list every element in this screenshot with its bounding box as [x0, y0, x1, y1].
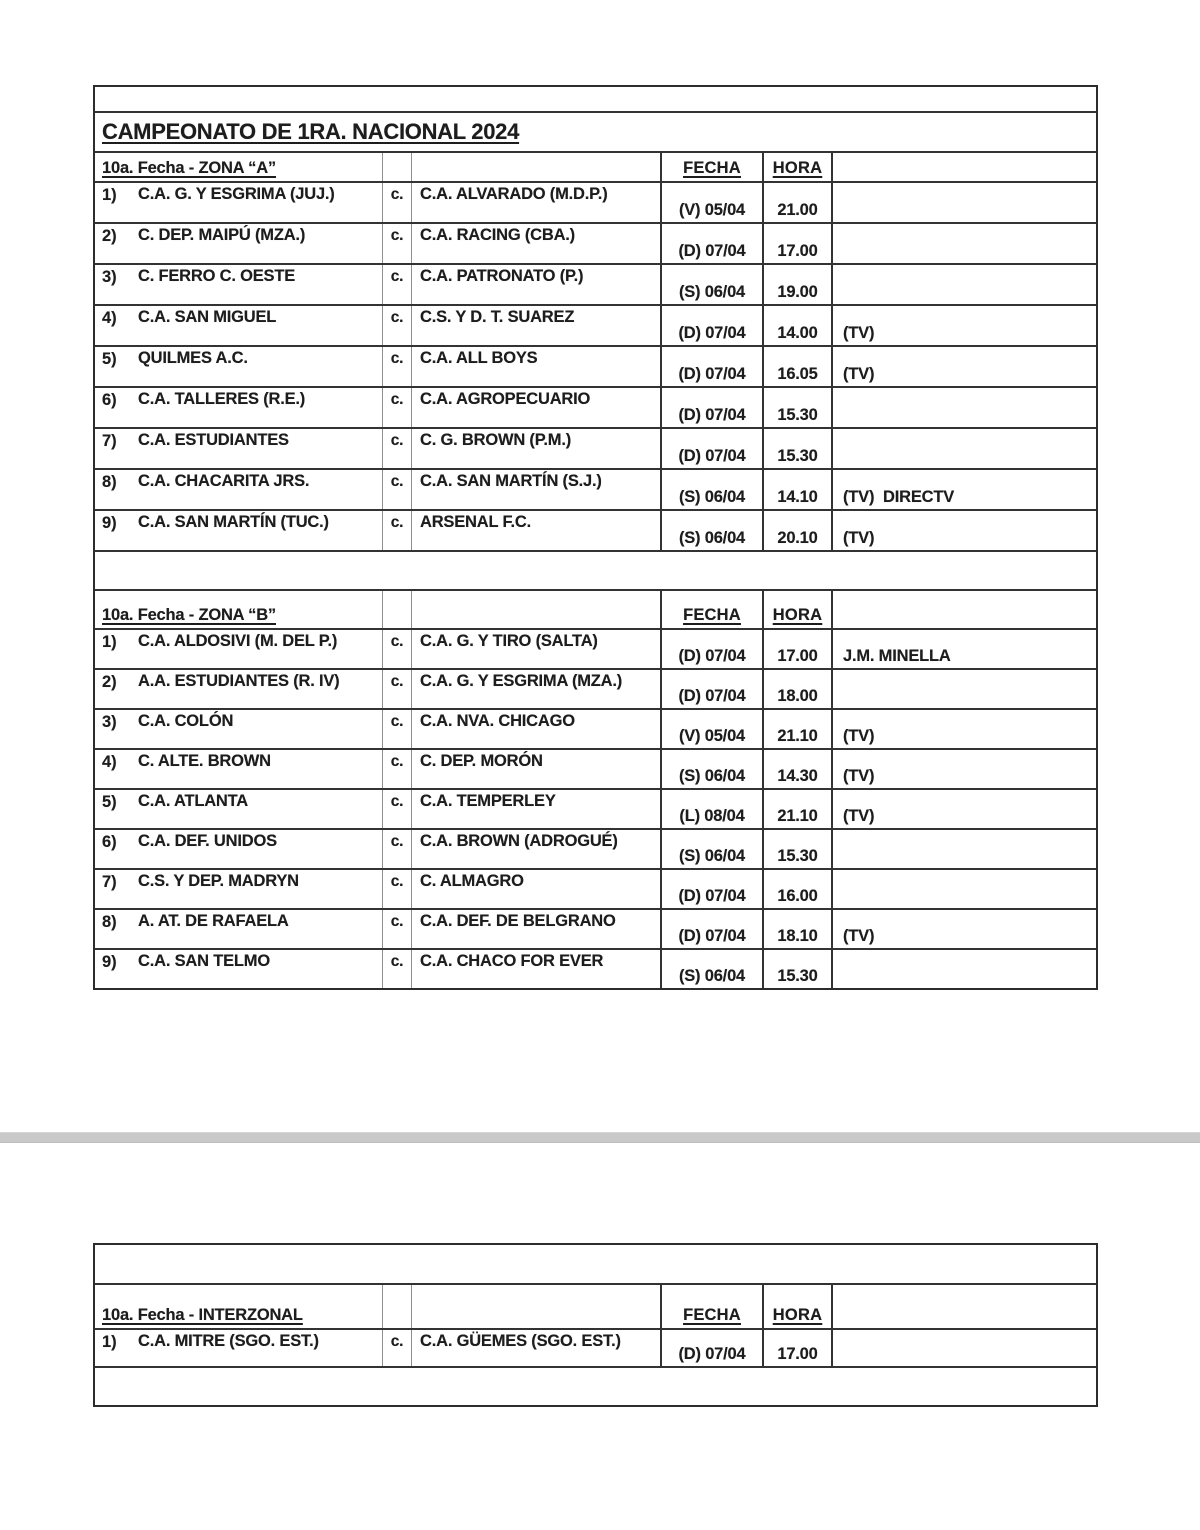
- match-time: 14.00: [777, 324, 818, 342]
- match-row: [95, 670, 1096, 710]
- page-title: CAMPEONATO DE 1RA. NACIONAL 2024: [102, 119, 520, 144]
- match-row: [95, 750, 1096, 790]
- match-time: 17.00: [777, 1345, 818, 1363]
- versus-label: c.: [390, 1333, 404, 1350]
- away-team: C.A. GÜEMES (SGO. EST.): [420, 1332, 621, 1350]
- home-team-cell: [95, 870, 383, 908]
- versus-label: c.: [390, 673, 404, 690]
- match-date: (D) 07/04: [678, 242, 746, 260]
- match-number: 1): [102, 633, 117, 651]
- interzonal-rows: [95, 1330, 1096, 1368]
- away-team: C.A. SAN MARTÍN (S.J.): [420, 472, 602, 490]
- fixture-table-page2: [93, 1243, 1098, 1407]
- away-team: C.A. TEMPERLEY: [420, 792, 556, 810]
- match-date: (D) 07/04: [678, 1345, 746, 1363]
- home-team: C.A. ESTUDIANTES: [138, 431, 289, 449]
- home-team-cell: [95, 950, 383, 988]
- match-number: 7): [102, 873, 117, 891]
- match-number: 9): [102, 514, 117, 532]
- away-team: C.A. ALL BOYS: [420, 349, 538, 367]
- match-time: 14.30: [777, 767, 818, 785]
- versus-label: c.: [390, 713, 404, 730]
- match-number: 5): [102, 793, 117, 811]
- empty-cell: [833, 153, 1096, 181]
- match-number: 3): [102, 268, 117, 286]
- spacer-row: [95, 552, 1096, 591]
- match-date: (V) 05/04: [678, 201, 746, 219]
- home-team-cell: [95, 830, 383, 868]
- home-team-cell: [95, 750, 383, 788]
- fecha-column-header: FECHA: [683, 1306, 741, 1324]
- section-label-zona-a: 10a. Fecha - ZONA “A”: [102, 159, 276, 177]
- match-row: [95, 511, 1096, 552]
- away-team: ARSENAL F.C.: [420, 513, 531, 531]
- match-time: 15.30: [777, 447, 818, 465]
- home-team: C.A. SAN MIGUEL: [138, 308, 277, 326]
- match-row: [95, 950, 1096, 988]
- away-team: C.A. ALVARADO (M.D.P.): [420, 185, 608, 203]
- match-time: 17.00: [777, 242, 818, 260]
- match-number: 8): [102, 913, 117, 931]
- match-note: (TV): [843, 727, 875, 745]
- versus-label: c.: [390, 514, 404, 531]
- fecha-column-header: FECHA: [683, 606, 741, 624]
- home-team: QUILMES A.C.: [138, 349, 248, 367]
- match-note: (TV): [843, 365, 875, 383]
- match-row: [95, 790, 1096, 830]
- away-team: C.A. DEF. DE BELGRANO: [420, 912, 616, 930]
- hora-column-header: HORA: [772, 606, 823, 624]
- versus-label: c.: [390, 953, 404, 970]
- zona-b-rows: [95, 630, 1096, 988]
- match-date: (S) 06/04: [678, 283, 746, 301]
- empty-cell: [383, 591, 412, 628]
- section-label-cell: [95, 1285, 383, 1328]
- fecha-header-cell: [662, 153, 764, 181]
- away-team: C.A. PATRONATO (P.): [420, 267, 584, 285]
- match-date: (S) 06/04: [678, 967, 746, 985]
- section-header-row-zona-a: [95, 153, 1096, 183]
- away-team: C.S. Y D. T. SUAREZ: [420, 308, 575, 326]
- match-number: 4): [102, 309, 117, 327]
- title-row: [95, 113, 1096, 153]
- versus-label: c.: [390, 833, 404, 850]
- match-note: (TV) DIRECTV: [843, 488, 955, 506]
- match-row: [95, 870, 1096, 910]
- match-row: [95, 265, 1096, 306]
- home-team: C.A. COLÓN: [138, 712, 234, 730]
- match-note: (TV): [843, 324, 875, 342]
- empty-cell: [383, 1285, 412, 1328]
- match-date: (L) 08/04: [679, 807, 745, 825]
- match-row: [95, 470, 1096, 511]
- match-time: 17.00: [777, 647, 818, 665]
- home-team: C.A. ALDOSIVI (M. DEL P.): [138, 632, 338, 650]
- empty-row: [95, 1245, 1096, 1285]
- match-time: 16.00: [777, 887, 818, 905]
- home-team: C.A. SAN TELMO: [138, 952, 270, 970]
- empty-row: [95, 1368, 1096, 1405]
- match-date: (D) 07/04: [678, 365, 746, 383]
- match-note: J.M. MINELLA: [843, 647, 951, 665]
- home-team-cell: [95, 710, 383, 748]
- match-row: [95, 224, 1096, 265]
- versus-label: c.: [390, 473, 404, 490]
- match-row: [95, 306, 1096, 347]
- match-time: 19.00: [777, 283, 818, 301]
- home-team: C. ALTE. BROWN: [138, 752, 271, 770]
- match-time: 18.10: [777, 927, 818, 945]
- home-team-cell: [95, 306, 383, 345]
- match-note: (TV): [843, 767, 875, 785]
- section-label-zona-b: 10a. Fecha - ZONA “B”: [102, 606, 276, 624]
- match-note: (TV): [843, 529, 875, 547]
- match-note: (TV): [843, 807, 875, 825]
- fecha-header-cell: [662, 1285, 764, 1328]
- home-team: C.A. DEF. UNIDOS: [138, 832, 277, 850]
- home-team-cell: [95, 347, 383, 386]
- match-number: 2): [102, 673, 117, 691]
- away-team: C. G. BROWN (P.M.): [420, 431, 572, 449]
- match-date: (D) 07/04: [678, 927, 746, 945]
- versus-label: c.: [390, 793, 404, 810]
- home-team-cell: [95, 1330, 383, 1366]
- match-time: 15.30: [777, 406, 818, 424]
- match-date: (D) 07/04: [678, 687, 746, 705]
- home-team-cell: [95, 511, 383, 550]
- match-row: [95, 183, 1096, 224]
- home-team: C.A. TALLERES (R.E.): [138, 390, 306, 408]
- hora-column-header: HORA: [772, 159, 823, 177]
- empty-cell: [412, 1285, 662, 1328]
- match-date: (D) 07/04: [678, 447, 746, 465]
- empty-cell: [412, 153, 662, 181]
- match-row: [95, 388, 1096, 429]
- match-date: (S) 06/04: [678, 529, 746, 547]
- section-label-cell: [95, 153, 383, 181]
- empty-row: [95, 87, 1096, 113]
- match-row: [95, 347, 1096, 388]
- match-date: (S) 06/04: [678, 767, 746, 785]
- home-team-cell: [95, 224, 383, 263]
- home-team: C. FERRO C. OESTE: [138, 267, 296, 285]
- zona-a-rows: [95, 183, 1096, 552]
- versus-label: c.: [390, 227, 404, 244]
- match-time: 15.30: [777, 967, 818, 985]
- empty-cell: [833, 591, 1096, 628]
- match-time: 14.10: [777, 488, 818, 506]
- away-team: C.A. CHACO FOR EVER: [420, 952, 604, 970]
- versus-label: c.: [390, 633, 404, 650]
- section-label-cell: [95, 591, 383, 628]
- page-divider: [0, 1132, 1200, 1143]
- away-team: C.A. G. Y TIRO (SALTA): [420, 632, 598, 650]
- match-number: 1): [102, 1333, 117, 1351]
- versus-label: c.: [390, 391, 404, 408]
- match-row: [95, 910, 1096, 950]
- match-number: 5): [102, 350, 117, 368]
- home-team-cell: [95, 670, 383, 708]
- home-team-cell: [95, 790, 383, 828]
- versus-label: c.: [390, 309, 404, 326]
- match-number: 9): [102, 953, 117, 971]
- home-team: A. AT. DE RAFAELA: [138, 912, 289, 930]
- match-time: 21.00: [777, 201, 818, 219]
- match-number: 6): [102, 391, 117, 409]
- match-time: 21.10: [777, 807, 818, 825]
- match-note: (TV): [843, 927, 875, 945]
- match-date: (D) 07/04: [678, 324, 746, 342]
- home-team: A.A. ESTUDIANTES (R. IV): [138, 672, 340, 690]
- match-number: 1): [102, 186, 117, 204]
- versus-label: c.: [390, 913, 404, 930]
- versus-label: c.: [390, 432, 404, 449]
- home-team-cell: [95, 183, 383, 222]
- fixture-table-page1: [93, 85, 1098, 990]
- hora-header-cell: [764, 591, 833, 628]
- empty-cell: [833, 1285, 1096, 1328]
- home-team: C.A. SAN MARTÍN (TUC.): [138, 513, 329, 531]
- home-team-cell: [95, 265, 383, 304]
- hora-header-cell: [764, 1285, 833, 1328]
- away-team: C. DEP. MORÓN: [420, 752, 543, 770]
- hora-column-header: HORA: [772, 1306, 823, 1324]
- match-number: 8): [102, 473, 117, 491]
- empty-cell: [412, 591, 662, 628]
- away-team: C.A. G. Y ESGRIMA (MZA.): [420, 672, 623, 690]
- home-team: C. DEP. MAIPÚ (MZA.): [138, 226, 306, 244]
- match-date: (D) 07/04: [678, 887, 746, 905]
- match-number: 7): [102, 432, 117, 450]
- away-team: C. ALMAGRO: [420, 872, 524, 890]
- match-date: (D) 07/04: [678, 647, 746, 665]
- match-date: (V) 05/04: [678, 727, 746, 745]
- fecha-header-cell: [662, 591, 764, 628]
- versus-label: c.: [390, 753, 404, 770]
- hora-header-cell: [764, 153, 833, 181]
- match-row: [95, 830, 1096, 870]
- home-team-cell: [95, 630, 383, 668]
- section-header-row-interzonal: [95, 1285, 1096, 1330]
- versus-label: c.: [390, 186, 404, 203]
- match-row: [95, 1330, 1096, 1368]
- versus-label: c.: [390, 268, 404, 285]
- away-team: C.A. RACING (CBA.): [420, 226, 575, 244]
- section-label-interzonal: 10a. Fecha - INTERZONAL: [102, 1306, 303, 1324]
- match-time: 21.10: [777, 727, 818, 745]
- match-row: [95, 630, 1096, 670]
- home-team: C.S. Y DEP. MADRYN: [138, 872, 299, 890]
- match-number: 6): [102, 833, 117, 851]
- match-date: (D) 07/04: [678, 406, 746, 424]
- match-row: [95, 429, 1096, 470]
- match-date: (S) 06/04: [678, 488, 746, 506]
- match-number: 2): [102, 227, 117, 245]
- match-time: 16.05: [777, 365, 818, 383]
- away-team: C.A. BROWN (ADROGUÉ): [420, 832, 618, 850]
- home-team-cell: [95, 429, 383, 468]
- fecha-column-header: FECHA: [683, 159, 741, 177]
- home-team: C.A. CHACARITA JRS.: [138, 472, 310, 490]
- home-team-cell: [95, 388, 383, 427]
- versus-label: c.: [390, 873, 404, 890]
- home-team: C.A. MITRE (SGO. EST.): [138, 1332, 319, 1350]
- away-team: C.A. NVA. CHICAGO: [420, 712, 575, 730]
- match-number: 3): [102, 713, 117, 731]
- match-time: 20.10: [777, 529, 818, 547]
- home-team-cell: [95, 910, 383, 948]
- match-number: 4): [102, 753, 117, 771]
- section-header-row-zona-b: [95, 591, 1096, 630]
- home-team-cell: [95, 470, 383, 509]
- home-team: C.A. G. Y ESGRIMA (JUJ.): [138, 185, 335, 203]
- match-time: 18.00: [777, 687, 818, 705]
- versus-label: c.: [390, 350, 404, 367]
- away-team: C.A. AGROPECUARIO: [420, 390, 591, 408]
- match-time: 15.30: [777, 847, 818, 865]
- empty-cell: [383, 153, 412, 181]
- match-row: [95, 710, 1096, 750]
- match-date: (S) 06/04: [678, 847, 746, 865]
- home-team: C.A. ATLANTA: [138, 792, 249, 810]
